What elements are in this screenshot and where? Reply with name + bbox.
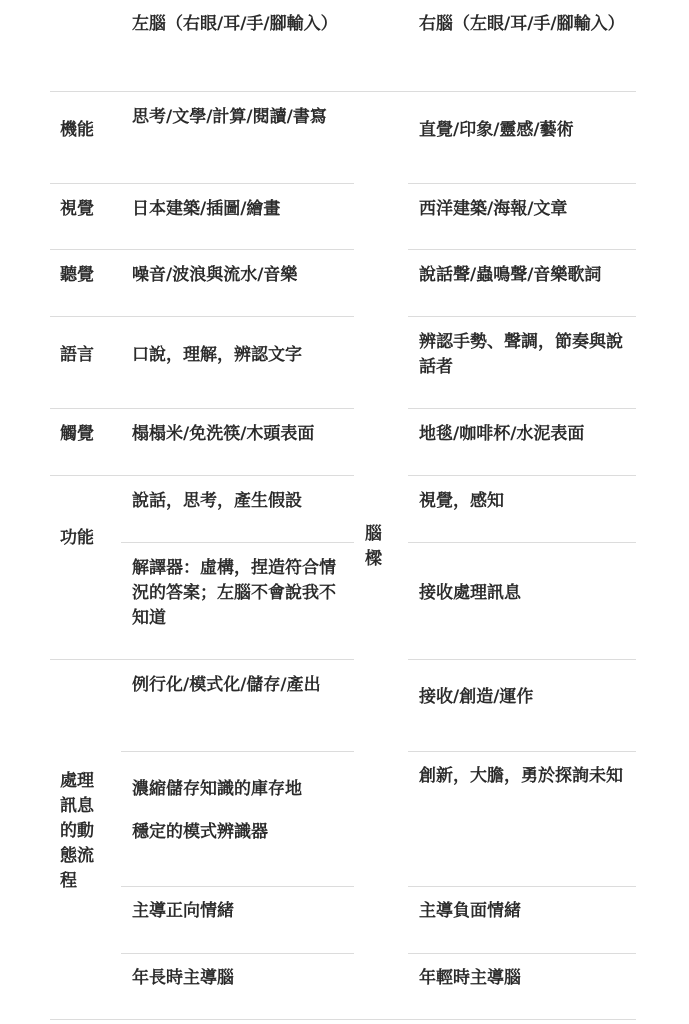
row-label-機能: 機能: [60, 120, 94, 140]
divider: [50, 475, 354, 476]
divider: [121, 542, 354, 543]
divider: [50, 316, 354, 317]
divider: [50, 91, 636, 92]
divider: [50, 1019, 636, 1020]
divider: [408, 249, 636, 250]
right-cell: 辨認手勢、聲調，節奏與說話者: [419, 332, 623, 377]
left-brain-header: 左腦（右眼/耳/手/腳輸入）: [132, 14, 338, 34]
right-cell: 年輕時主導腦: [419, 968, 521, 988]
row-label-觸覺: 觸覺: [60, 424, 94, 444]
divider: [408, 542, 636, 543]
left-cell: 思考/文學/計算/閱讀/書寫: [132, 107, 327, 127]
right-cell: 創新，大膽，勇於探詢未知: [419, 766, 623, 786]
row-label-功能: 功能: [60, 528, 94, 548]
left-cell: 穩定的模式辨識器: [132, 822, 268, 842]
divider: [50, 183, 354, 184]
left-cell: 說話，思考，產生假設: [132, 491, 302, 511]
divider: [50, 659, 354, 660]
left-cell: 噪音/波浪與流水/音樂: [132, 265, 298, 285]
divider: [408, 659, 636, 660]
left-cell: 口說，理解，辨認文字: [132, 345, 302, 365]
divider: [121, 953, 354, 954]
right-cell: 接收處理訊息: [419, 583, 521, 603]
divider: [408, 316, 636, 317]
left-cell: 解譯器：虛構，捏造符合情況的答案；左腦不會說我不知道: [132, 558, 336, 628]
divider: [408, 408, 636, 409]
left-cell: 濃縮儲存知識的庫存地: [132, 779, 302, 799]
right-cell: 視覺，感知: [419, 491, 504, 511]
right-cell: 地毯/咖啡杯/水泥表面: [419, 424, 585, 444]
right-cell: 直覺/印象/靈感/藝術: [419, 120, 574, 140]
divider: [50, 408, 354, 409]
divider: [408, 475, 636, 476]
left-cell: 年長時主導腦: [132, 968, 234, 988]
divider: [50, 249, 354, 250]
row-label-視覺: 視覺: [60, 199, 94, 219]
divider: [121, 751, 354, 752]
left-cell: 主導正向情緒: [132, 901, 234, 921]
right-cell: 西洋建築/海報/文章: [419, 199, 568, 219]
right-cell: 接收/創造/運作: [419, 687, 534, 707]
right-brain-header: 右腦（左眼/耳/手/腳輸入）: [419, 14, 625, 34]
row-label-聽覺: 聽覺: [60, 265, 94, 285]
left-cell: 例行化/模式化/儲存/產出: [132, 675, 321, 695]
right-cell: 說話聲/蟲鳴聲/音樂歌詞: [419, 265, 602, 285]
divider: [408, 953, 636, 954]
divider: [408, 886, 636, 887]
row-label-處理訊息的動態流程: 處理訊息的動態流程: [60, 771, 94, 891]
left-cell: 日本建築/插圖/繪畫: [132, 199, 281, 219]
right-cell: 主導負面情緒: [419, 901, 521, 921]
row-label-語言: 語言: [60, 345, 94, 365]
corpus-callosum-label: 腦樑: [365, 524, 382, 569]
left-cell: 榻榻米/免洗筷/木頭表面: [132, 424, 315, 444]
divider: [408, 751, 636, 752]
divider: [408, 183, 636, 184]
divider: [121, 886, 354, 887]
